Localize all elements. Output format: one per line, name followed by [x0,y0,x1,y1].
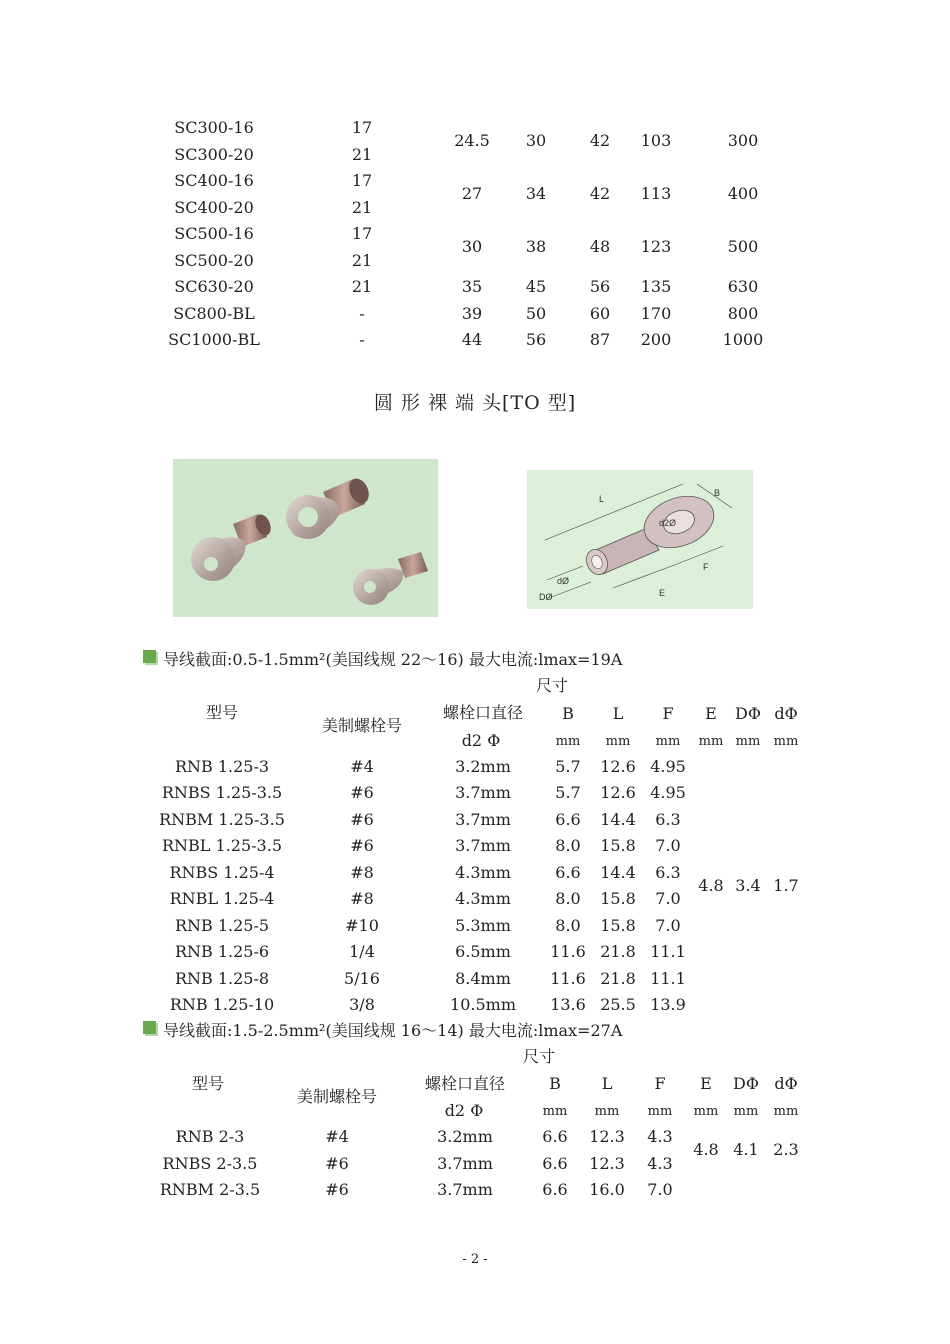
table-cell: 25.5 [600,995,636,1014]
col-model: 型号 [191,1074,225,1093]
table-cell: 1.7 [773,876,799,895]
table-cell: 21 [351,145,373,164]
table-cell: 6.6 [542,1180,568,1199]
table-cell: 21 [351,251,373,270]
table-cell: 4.1 [733,1140,759,1159]
table-cell: RNB 1.25-10 [169,995,275,1014]
table-cell: 3.7mm [455,783,511,802]
table-cell: #8 [350,889,374,908]
table-cell: SC1000-BL [168,330,260,349]
table-cell: RNB 2-3 [175,1127,245,1146]
table-cell: 500 [727,237,759,256]
table-cell: 3/8 [349,995,375,1014]
table-cell: 48 [589,237,611,256]
table-cell: 113 [640,184,672,203]
table-cell: 7.0 [655,889,681,908]
unit-label: mm [542,1104,568,1119]
table-cell: 21 [351,198,373,217]
table-cell: 4.3 [647,1127,673,1146]
table-cell: 6.3 [655,863,681,882]
table-cell: #6 [350,783,374,802]
table-cell: 12.6 [600,783,636,802]
table-cell: 7.0 [647,1180,673,1199]
table-cell: #6 [350,836,374,855]
table-cell: 3.7mm [437,1180,493,1199]
table-cell: 27 [461,184,483,203]
table-cell: 21.8 [600,969,636,988]
table-cell: RNBS 2-3.5 [162,1154,258,1173]
table-cell: SC400-20 [174,198,254,217]
table-cell: RNB 1.25-5 [174,916,270,935]
col-F: F [654,1074,666,1093]
terminal-diagram-icon [527,470,753,609]
table-cell: RNBS 1.25-3.5 [161,783,283,802]
table-cell: 2.3 [773,1140,799,1159]
diagram-label-D: DØ [539,592,553,602]
table-cell: 6.5mm [455,942,511,961]
table-cell: 15.8 [600,836,636,855]
table-cell: 4.8 [698,876,724,895]
table-cell: 3.4 [735,876,761,895]
table-cell: 34 [525,184,547,203]
table-cell: 6.6 [542,1127,568,1146]
table-cell: 300 [727,131,759,150]
table-cell: 14.4 [600,810,636,829]
table-cell: 4.95 [650,783,686,802]
table-cell: 30 [461,237,483,256]
table-cell: 5.7 [555,783,581,802]
table-cell: RNBS 1.25-4 [169,863,275,882]
table-cell: 87 [589,330,611,349]
table-cell: #8 [350,863,374,882]
col-B: B [549,1074,561,1093]
col-F: F [662,704,674,723]
table-cell: 56 [525,330,547,349]
table-cell: RNB 1.25-6 [174,942,270,961]
table-cell: SC300-20 [174,145,254,164]
diagram-label-B: B [714,488,721,498]
table-cell: RNB 1.25-8 [174,969,270,988]
table-cell: 4.3mm [455,863,511,882]
col-L: L [612,704,624,723]
table-cell: 6.6 [555,863,581,882]
table-cell: RNBL 1.25-3.5 [162,836,282,855]
table-cell: #4 [350,757,374,776]
table-cell: 6.6 [555,810,581,829]
table-cell: 17 [351,118,373,137]
table-cell: 15.8 [600,916,636,935]
col-screw: 美制螺栓号 [321,716,403,735]
table-cell: 123 [640,237,672,256]
table-cell: 42 [589,184,611,203]
table-cell: #6 [350,810,374,829]
table-cell: 170 [640,304,672,323]
col-d: dΦ [774,704,798,723]
col-bolt-sub: d2 Φ [444,1101,484,1120]
dimension-diagram [527,470,753,609]
table-cell: 800 [727,304,759,323]
table-cell: #10 [345,916,379,935]
unit-label: mm [594,1104,620,1119]
table-cell: 11.1 [650,969,686,988]
table-cell: 1/4 [349,942,375,961]
table-cell: 6.6 [542,1154,568,1173]
col-E: E [705,704,717,723]
spec2-heading: 导线截面:1.5-2.5mm²(美国线规 16～14) 最大电流:lmax=27A [163,1021,623,1040]
unit-label: mm [555,734,581,749]
diagram-label-F: F [703,562,709,572]
table-cell: #6 [325,1154,349,1173]
table-cell: 17 [351,224,373,243]
table-cell: 45 [525,277,547,296]
table-cell: 5.3mm [455,916,511,935]
diagram-label-E: E [659,588,666,598]
table-cell: 21.8 [600,942,636,961]
col-model: 型号 [205,703,239,722]
table-cell: 11.6 [550,942,586,961]
col-B: B [562,704,574,723]
table-cell: 21 [351,277,373,296]
diagram-label-d: dØ [557,576,570,586]
table-cell: 17 [351,171,373,190]
table-cell: 4.8 [693,1140,719,1159]
unit-label: mm [655,734,681,749]
table-cell: 44 [461,330,483,349]
table-cell: 6.3 [655,810,681,829]
table-cell: 3.7mm [455,810,511,829]
table-cell: RNBL 1.25-4 [169,889,275,908]
table-cell: 13.9 [650,995,686,1014]
table-cell: 8.0 [555,889,581,908]
table-cell: 7.0 [655,836,681,855]
col-d: dΦ [774,1074,798,1093]
col-D: DΦ [733,1074,759,1093]
col-bolt: 螺栓口直径 [424,1074,506,1093]
product-photo [173,459,438,617]
dimension-header: 尺寸 [522,1047,556,1066]
table-cell: SC400-16 [174,171,254,190]
unit-label: mm [735,734,761,749]
spec1-heading: 导线截面:0.5-1.5mm²(美国线规 22～16) 最大电流:lmax=19A [163,650,623,669]
col-bolt-sub: d2 Φ [461,731,501,750]
table-cell: 11.6 [550,969,586,988]
table-cell: 39 [461,304,483,323]
bullet-icon [143,648,156,667]
table-cell: 12.6 [600,757,636,776]
table-cell: 8.4mm [455,969,511,988]
table-cell: 4.95 [650,757,686,776]
diagram-label-L: L [599,494,605,504]
table-cell: 4.3mm [455,889,511,908]
table-cell: 5.7 [555,757,581,776]
table-cell: 14.4 [600,863,636,882]
table-cell: 3.7mm [455,836,511,855]
table-cell: 35 [461,277,483,296]
table-cell: 3.2mm [437,1127,493,1146]
table-cell: 630 [727,277,759,296]
table-cell: 200 [640,330,672,349]
table-cell: 12.3 [589,1127,625,1146]
table-cell: 103 [640,131,672,150]
unit-label: mm [647,1104,673,1119]
unit-label: mm [693,1104,719,1119]
table-cell: 1000 [722,330,764,349]
table-cell: - [359,330,365,349]
section-title: 圆 形 裸 端 头[TO 型] [373,392,577,414]
col-bolt: 螺栓口直径 [442,703,524,722]
table-cell: 56 [589,277,611,296]
table-cell: 4.3 [647,1154,673,1173]
table-cell: 11.1 [650,942,686,961]
dimension-header: 尺寸 [535,676,569,695]
table-cell: 8.0 [555,836,581,855]
col-D: DΦ [735,704,761,723]
table-cell: 3.2mm [455,757,511,776]
table-cell: 24.5 [454,131,490,150]
table-cell: 50 [525,304,547,323]
table-cell: - [359,304,365,323]
unit-label: mm [605,734,631,749]
table-cell: 38 [525,237,547,256]
table-cell: 3.7mm [437,1154,493,1173]
table-cell: 30 [525,131,547,150]
table-cell: RNBM 2-3.5 [159,1180,261,1199]
table-cell: 10.5mm [450,995,516,1014]
table-cell: SC500-20 [174,251,254,270]
table-cell: #6 [325,1180,349,1199]
unit-label: mm [698,734,724,749]
table-cell: 42 [589,131,611,150]
table-cell: RNB 1.25-3 [174,757,270,776]
table-cell: RNBM 1.25-3.5 [159,810,285,829]
table-cell: SC800-BL [173,304,255,323]
table-cell: 60 [589,304,611,323]
table-cell: SC630-20 [174,277,254,296]
unit-label: mm [733,1104,759,1119]
table-cell: 135 [640,277,672,296]
table-cell: 7.0 [655,916,681,935]
table-cell: 15.8 [600,889,636,908]
table-cell: #4 [325,1127,349,1146]
unit-label: mm [773,1104,799,1119]
table-cell: SC500-16 [174,224,254,243]
table-cell: 16.0 [589,1180,625,1199]
table-cell: 13.6 [550,995,586,1014]
table-cell: 400 [727,184,759,203]
table-cell: 8.0 [555,916,581,935]
table-cell: 5/16 [344,969,380,988]
table-cell: 12.3 [589,1154,625,1173]
col-E: E [700,1074,712,1093]
bullet-icon [143,1019,156,1038]
col-L: L [601,1074,613,1093]
table-cell: SC300-16 [174,118,254,137]
unit-label: mm [773,734,799,749]
diagram-label-d2: d2Ø [659,518,677,528]
ring-terminal-photo-icon [173,459,438,617]
page-number: - 2 - [462,1252,488,1267]
col-screw: 美制螺栓号 [296,1087,378,1106]
